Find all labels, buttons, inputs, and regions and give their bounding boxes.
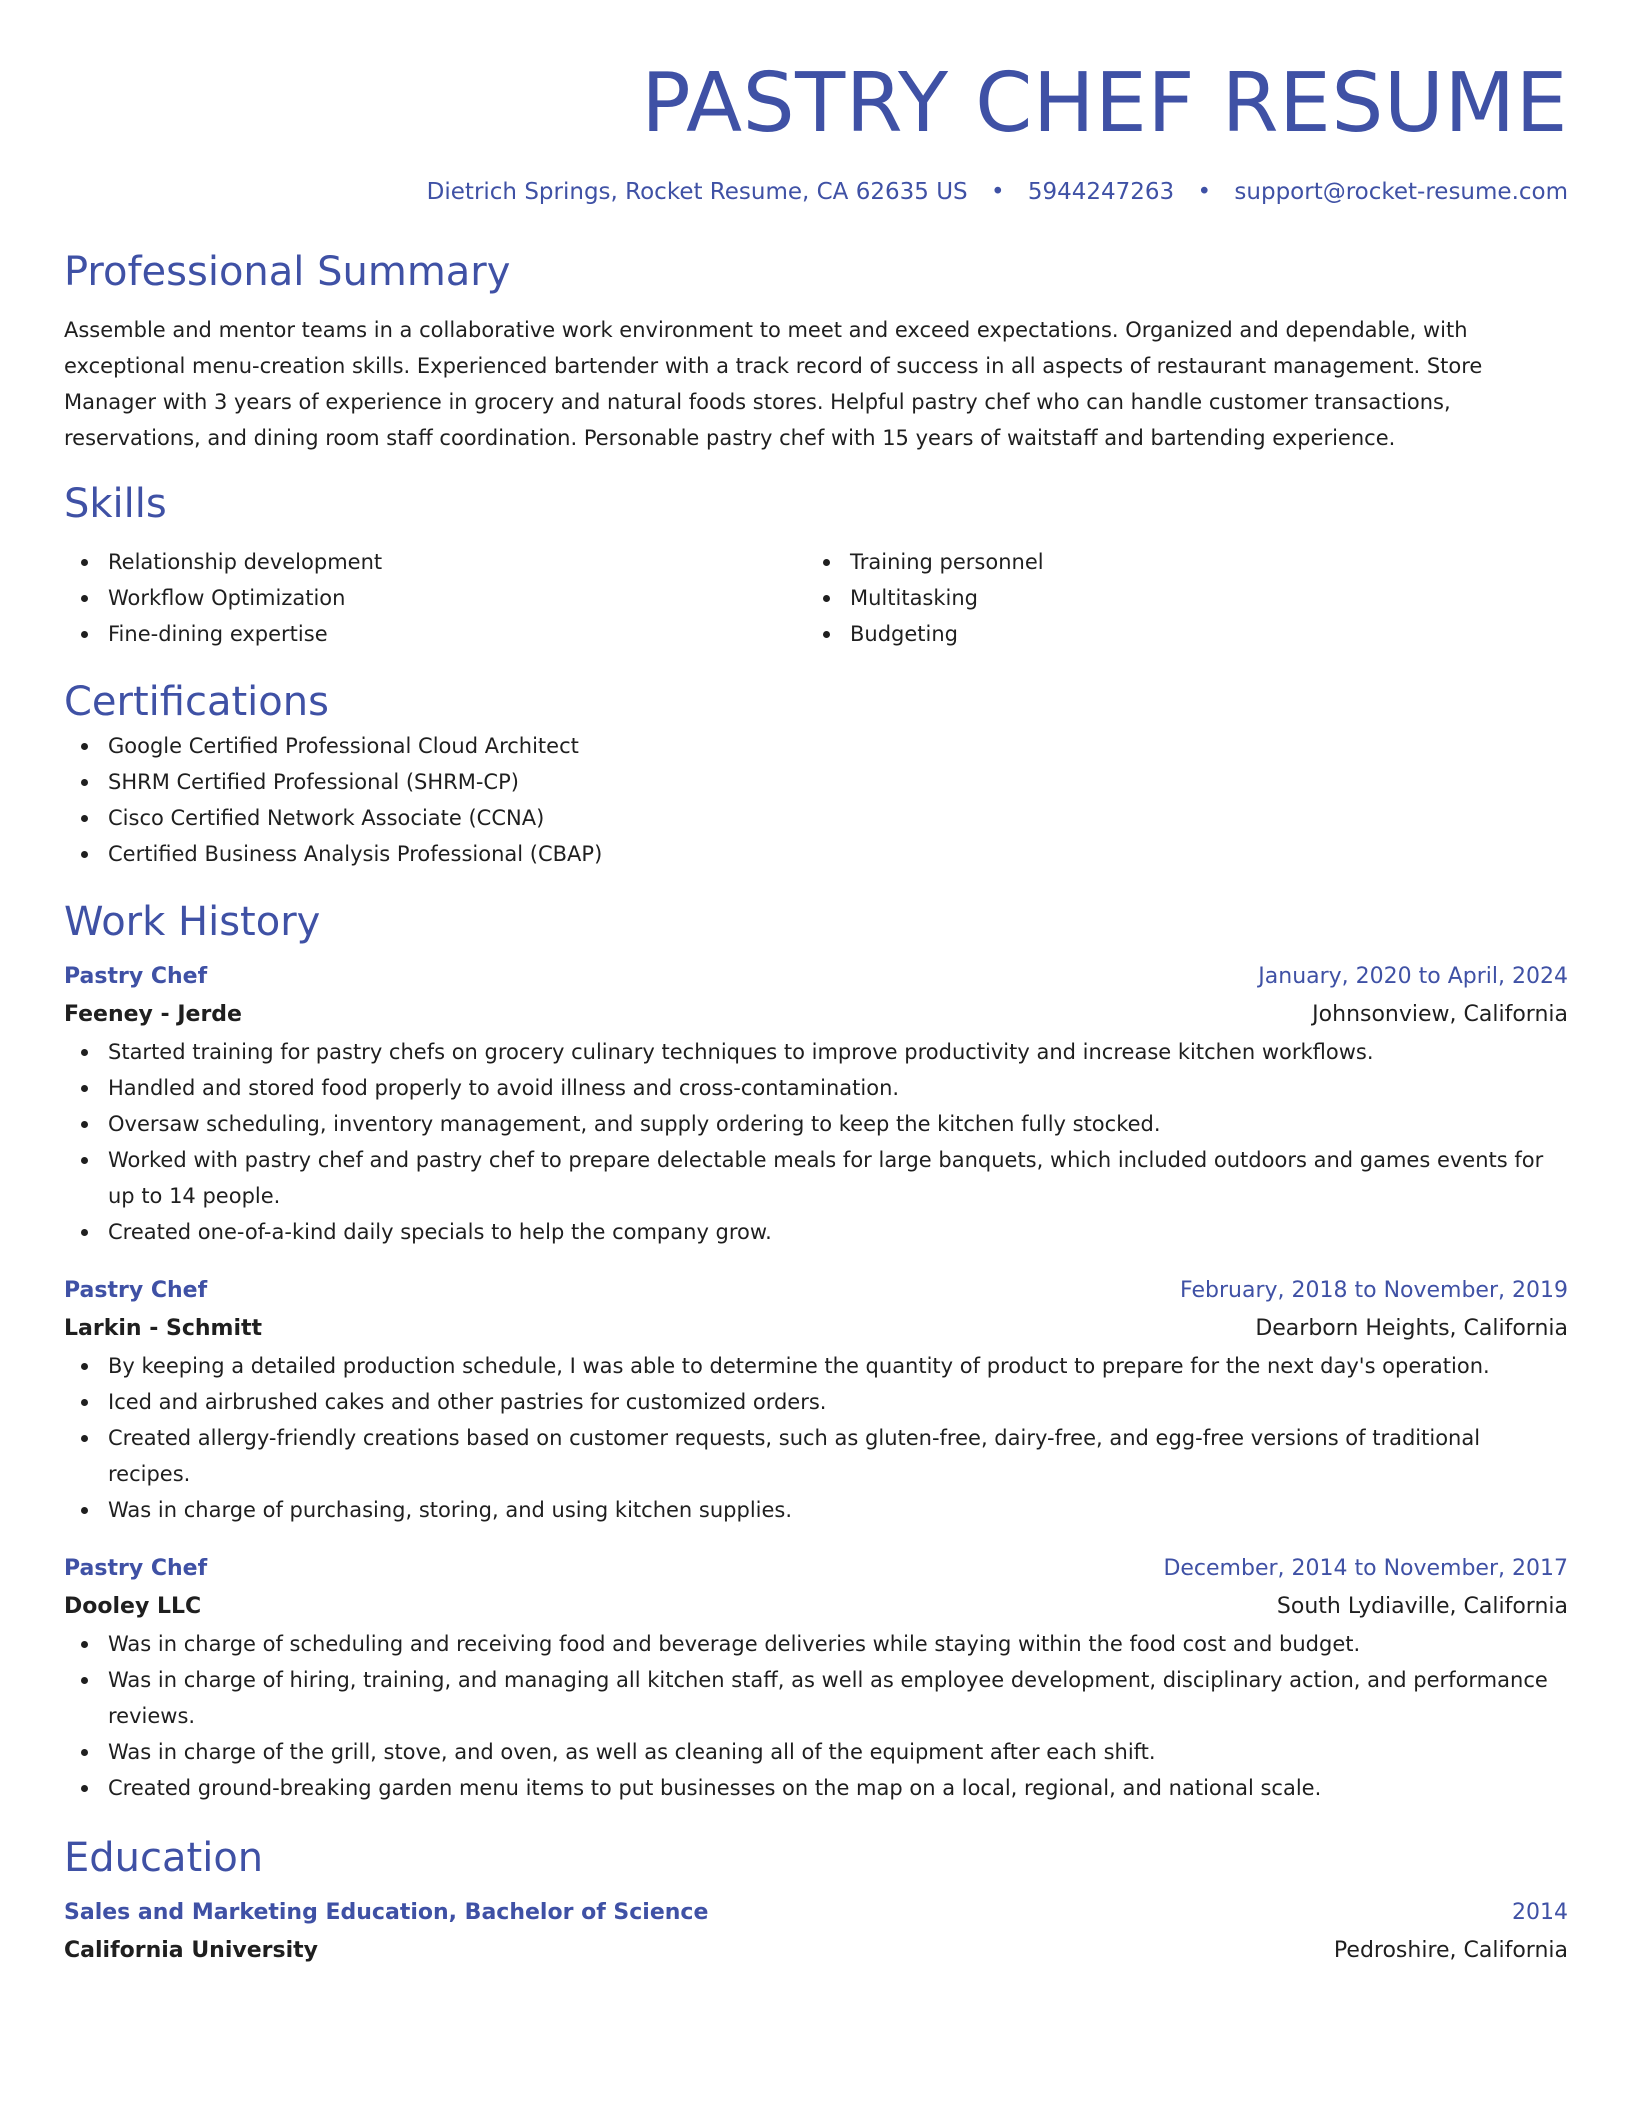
job-duty: Started training for pastry chefs on grocery culinary techniques to improve productivity and increase kitchen workflows. — [64, 1034, 1568, 1070]
skills-column-left — [64, 544, 806, 652]
certification-item: SHRM Certified Professional (SHRM-CP) — [64, 764, 1568, 800]
job-role: Pastry Chef — [64, 1278, 208, 1303]
job-location: Johnsonview, California — [1312, 1002, 1568, 1027]
job-duties-list — [64, 1034, 1568, 1250]
job-header-row — [64, 1272, 1568, 1310]
certification-item: Google Certified Professional Cloud Architect — [64, 728, 1568, 764]
skills-column-right — [806, 544, 1044, 652]
job-company: Feeney - Jerde — [64, 1002, 242, 1027]
education-header-row — [64, 1894, 1568, 1932]
skill-item: Training personnel — [806, 544, 1044, 580]
job-duty: Created allergy-friendly creations based on customer requests, such as gluten-free, dairy-free, and egg-free versions of traditional recipes. — [64, 1420, 1568, 1492]
contact-email: support@rocket-resume.com — [1234, 179, 1568, 205]
job-header-row — [64, 958, 1568, 996]
skill-item: Fine-dining expertise — [64, 616, 806, 652]
job-entry — [64, 1550, 1568, 1806]
job-role: Pastry Chef — [64, 964, 208, 989]
contact-separator: • — [1197, 179, 1212, 205]
job-duties-list — [64, 1626, 1568, 1806]
education-entry — [64, 1894, 1568, 1970]
job-duty: Handled and stored food properly to avoid illness and cross-contamination. — [64, 1070, 1568, 1106]
section-title-summary: Professional Summary — [64, 249, 511, 295]
education-school-row — [64, 1932, 1568, 1970]
job-dates: February, 2018 to November, 2019 — [1180, 1278, 1568, 1303]
job-header-row — [64, 1550, 1568, 1588]
education-location: Pedroshire, California — [1333, 1938, 1568, 1963]
skill-item: Relationship development — [64, 544, 806, 580]
certification-item: Certified Business Analysis Professional (CBAP) — [64, 836, 1568, 872]
skills-grid — [64, 544, 1568, 652]
job-company: Dooley LLC — [64, 1594, 202, 1619]
job-duty: Oversaw scheduling, inventory management, and supply ordering to keep the kitchen fully stocked. — [64, 1106, 1568, 1142]
job-company-row — [64, 1588, 1568, 1626]
job-company: Larkin - Schmitt — [64, 1316, 263, 1341]
summary-text: Assemble and mentor teams in a collaborative work environment to meet and exceed expectations. Organized and dependable, with exceptional menu-creation skills. Experienced bartender with a track record of success in all aspects of restaurant management. Store Manager with 3 years of experience in grocery and natural foods stores. Helpful pastry chef who can handle customer transactions, reservations, and dining room staff coordination. Personable pastry chef with 15 years of waitstaff and bartending experience. — [64, 318, 1483, 450]
job-duty: Was in charge of purchasing, storing, and using kitchen supplies. — [64, 1492, 1568, 1528]
job-entry — [64, 958, 1568, 1250]
section-title-certifications: Certifications — [64, 679, 329, 725]
skill-item: Budgeting — [806, 616, 1044, 652]
job-entry — [64, 1272, 1568, 1528]
job-duty: Was in charge of scheduling and receiving food and beverage deliveries while staying within the food cost and budget. — [64, 1626, 1568, 1662]
job-role: Pastry Chef — [64, 1556, 208, 1581]
contact-phone: 5944247263 — [1027, 179, 1175, 205]
contact-separator: • — [990, 179, 1005, 205]
job-dates: January, 2020 to April, 2024 — [1258, 964, 1568, 989]
job-company-row — [64, 996, 1568, 1034]
job-duty: Created one-of-a-kind daily specials to help the company grow. — [64, 1214, 1568, 1250]
job-company-row — [64, 1310, 1568, 1348]
section-title-skills: Skills — [64, 481, 167, 527]
resume-header — [64, 54, 1568, 208]
job-dates: December, 2014 to November, 2017 — [1163, 1556, 1568, 1581]
certification-item: Cisco Certified Network Associate (CCNA) — [64, 800, 1568, 836]
contact-line — [64, 176, 1568, 208]
contact-address: Dietrich Springs, Rocket Resume, CA 62635 US — [426, 179, 968, 205]
job-duties-list — [64, 1348, 1568, 1528]
section-title-education: Education — [64, 1835, 264, 1881]
job-location: Dearborn Heights, California — [1255, 1316, 1568, 1341]
job-location: South Lydiaville, California — [1276, 1594, 1568, 1619]
section-title-work-history: Work History — [64, 899, 321, 945]
job-duty: Was in charge of hiring, training, and managing all kitchen staff, as well as employee development, disciplinary action, and performance reviews. — [64, 1662, 1568, 1734]
education-degree: Sales and Marketing Education, Bachelor of Science — [64, 1900, 709, 1925]
certification-list — [64, 728, 1568, 872]
job-duty: Iced and airbrushed cakes and other pastries for customized orders. — [64, 1384, 1568, 1420]
resume-title: PASTRY CHEF RESUME — [641, 56, 1568, 151]
job-duty: Was in charge of the grill, stove, and oven, as well as cleaning all of the equipment after each shift. — [64, 1734, 1568, 1770]
job-duty: Created ground-breaking garden menu items to put businesses on the map on a local, regional, and national scale. — [64, 1770, 1568, 1806]
education-year: 2014 — [1512, 1900, 1568, 1925]
education-school: California University — [64, 1938, 318, 1963]
skill-item: Multitasking — [806, 580, 1044, 616]
skill-item: Workflow Optimization — [64, 580, 806, 616]
job-duty: By keeping a detailed production schedule, I was able to determine the quantity of product to prepare for the next day's operation. — [64, 1348, 1568, 1384]
job-duty: Worked with pastry chef and pastry chef to prepare delectable meals for large banquets, which included outdoors and games events for up to 14 people. — [64, 1142, 1568, 1214]
